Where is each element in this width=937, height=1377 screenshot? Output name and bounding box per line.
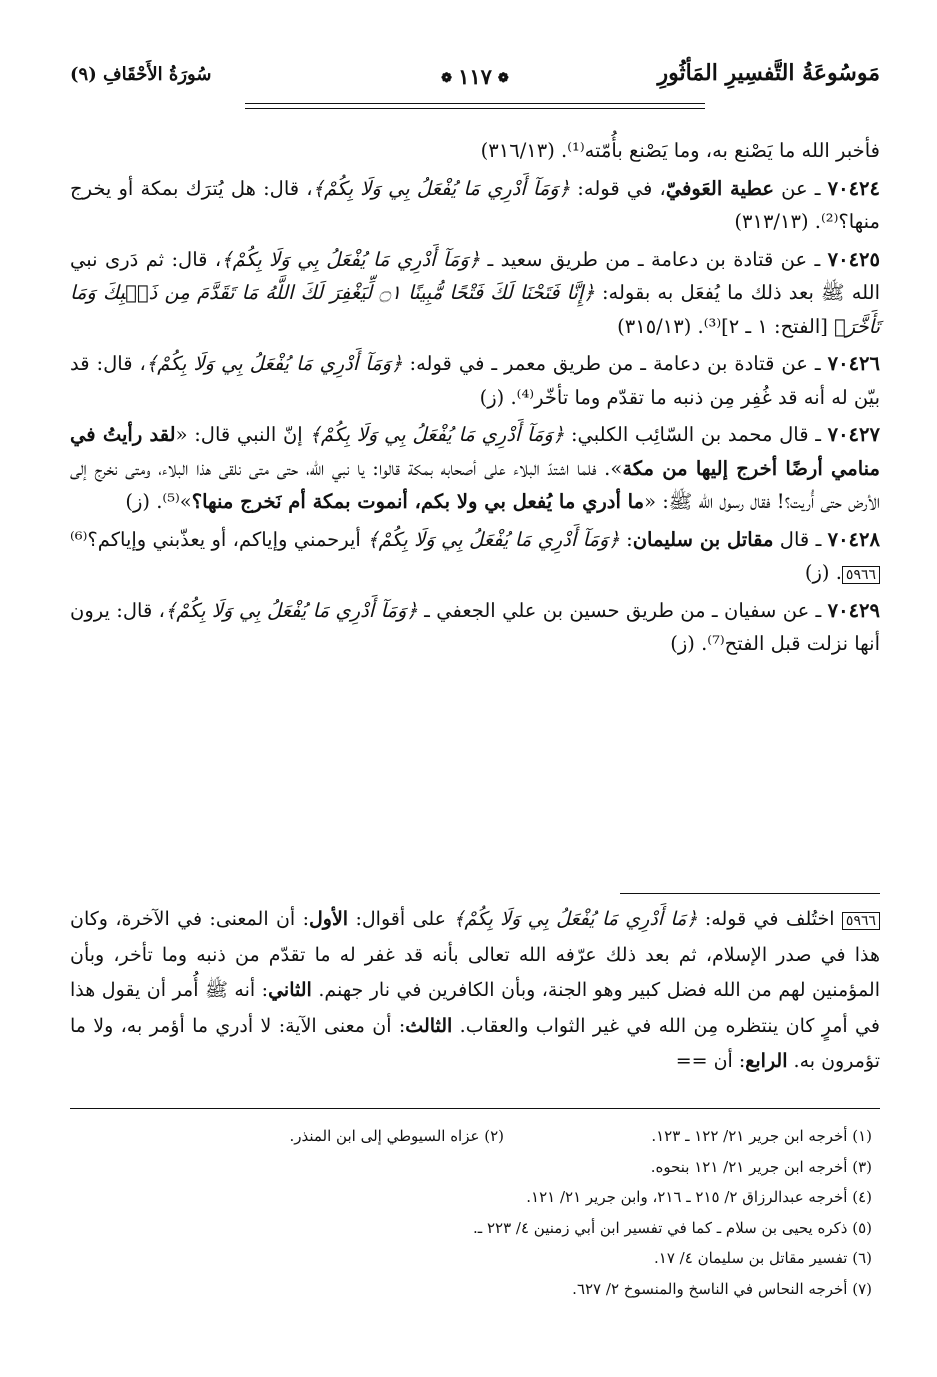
footnote-7: (٧) أخرجه النحاس في الناسخ والمنسوخ ٢/ ٦٢٧. — [572, 1279, 872, 1298]
opinion-label: الرابع — [745, 1050, 788, 1072]
quran-verse: ﴿وَمَآ أَدْرِي مَا يُفْعَلُ بِي وَلَا بِكُمْ﴾ — [312, 176, 571, 200]
entry-number: ٧٠٤٢٥ — [827, 247, 881, 271]
footnote-row — [70, 1213, 880, 1244]
opinion-label: الأول — [308, 908, 349, 930]
footnote-2: (٢) عزاه السيوطي إلى ابن المنذر. — [289, 1127, 504, 1145]
narrator-name: عطية العَوفيّ — [665, 176, 774, 200]
footnote-row — [70, 1121, 880, 1152]
opinion-label: الثالث — [405, 1014, 453, 1037]
entry-number: ٧٠٤٢٩ — [827, 598, 881, 622]
page-header — [70, 58, 880, 102]
main-text — [70, 134, 880, 665]
quran-verse: ﴿وَمَآ أَدْرِي مَا يُفْعَلُ بِي وَلَا بِكُمْ﴾ — [221, 247, 481, 271]
commentary-note: ٥٩٦٦ اختُلف في قوله: ﴿مَا أَدْرِي مَا يُفْعَلُ بِي وَلَا بِكُمْ﴾ على أقوال: الأول: أن المعنى: في الآخرة، وكان هذا في صدر الإسلام، ثم بعد ذلك عرّفه الله تعالى بأنه قد غفر له ما تقدّم من ذنبه وما تأخر، وبأن المؤمنين لهم من الله فضل كبير وهو الجنة، وبأن الكافرين في نار جهنم. الثاني: أنه ﷺ أُمر أن يقول هذا في أمرٍ كان ينتظره مِن الله في غير الثواب والعقاب. الثالث: أن معنى الآية: لا أدري ما أؤمر به، ولا ما تؤمرون به. الرابع: أن == — [70, 908, 881, 1072]
entry-70425: ٧٠٤٢٥ ـ عن قتادة بن دعامة ـ من طريق سعيد ـ ﴿وَمَآ أَدْرِي مَا يُفْعَلُ بِي وَلَا بِكُمْ﴾، قال: ثم دَرى نبي الله ﷺ بعد ذلك ما يُفعَل به بقوله: ﴿إِنَّا فَتَحْنَا لَكَ فَتْحًا مُّبِينًا ۝١ لِّيَغْفِرَ لَكَ اللَّهُ مَا تَقَدَّمَ مِن ذَنۢبِكَ وَمَا تَأَخَّرَ﴾ [الفتح: ١ ـ ٢]⁽³⁾. (٣١٥/١٣) — [70, 247, 881, 338]
footnote-4: (٤) أخرجه عبدالرزاق ٢/ ٢١٥ ـ ٢١٦، وابن جرير ٢١/ ١٢١. — [526, 1188, 872, 1206]
footnote-row — [70, 1274, 880, 1305]
entry-number: ٧٠٤٢٤ — [827, 176, 880, 200]
page-number: ❁ ١١٧ ❁ — [415, 64, 535, 89]
quran-verse: ﴿إِنَّا فَتَحْنَا لَكَ فَتْحًا مُّبِينًا ۝١ لِّيَغْفِرَ لَكَ اللَّهُ مَا تَقَدَّمَ مِن ذَنۢبِكَ وَمَا تَأَخَّرَ﴾ — [70, 281, 880, 338]
entry-70429: ٧٠٤٢٩ ـ عن سفيان ـ من طريق حسين بن علي الجعفي ـ ﴿وَمَآ أَدْرِي مَا يُفْعَلُ بِي وَلَا بِكُمْ﴾، قال: يرون أنها نزلت قبل الفتح⁽⁷⁾. (ز) — [70, 598, 881, 655]
footnotes — [70, 1121, 880, 1304]
note-reference-box[interactable]: ٥٩٦٦ — [842, 566, 880, 584]
entry-continuation: فأخبر الله ما يَصْنع به، وما يَصْنع بأُمّته⁽¹⁾. (٣١٦/١٣) — [480, 139, 880, 162]
quran-verse: ﴿وَمَآ أَدْرِي مَا يُفْعَلُ بِي وَلَا بِكُمْ﴾ — [367, 527, 620, 551]
entry-number: ٧٠٤٢٨ — [827, 527, 880, 551]
footnote-5: (٥) ذكره يحيى بن سلام ـ كما في تفسير ابن أبي زمنين ٤/ ٢٢٣ ـ. — [473, 1218, 872, 1237]
note-reference-box: ٥٩٦٦ — [842, 912, 880, 930]
opinion-label: الثاني — [268, 979, 312, 1001]
hadith-text: ما أدري ما يُفعل بي ولا بكم، أنموت بمكة أم نَخرج منها؟ — [191, 490, 645, 513]
footnote-3: (٣) أخرجه ابن جرير ٢١/ ١٢١ بنحوه. — [650, 1157, 872, 1176]
entry-70424: ٧٠٤٢٤ ـ عن عطية العَوفيّ، في قوله: ﴿وَمَآ أَدْرِي مَا يُفْعَلُ بِي وَلَا بِكُمْ﴾، قال: هل يُترَك بمكة أو يخرج منها؟⁽²⁾. (٣١٣/١٣) — [70, 176, 880, 233]
header-rule — [245, 103, 705, 109]
surah-title: سُورَةُ الأَحْقَافِ (٩) — [70, 64, 212, 85]
book-title: مَوسُوعَةُ التَّفسِيرِ المَأثُورِ — [657, 60, 880, 86]
note-separator — [620, 893, 880, 894]
footnote-row — [70, 1243, 880, 1274]
entry-number: ٧٠٤٢٦ — [827, 352, 880, 375]
hadith-text: لقد رأيتُ في منامي أرضًا أخرج إليها من مكة — [70, 423, 880, 480]
quran-verse: ﴿وَمَآ أَدْرِي مَا يُفْعَلُ بِي وَلَا بِكُمْ﴾ — [309, 423, 565, 446]
document-page — [70, 0, 880, 1377]
footnote-6: (٦) تفسير مقاتل بن سليمان ٤/ ١٧. — [654, 1249, 872, 1267]
entry-number: ٧٠٤٢٧ — [827, 423, 880, 446]
quran-verse: ﴿وَمَآ أَدْرِي مَا يُفْعَلُ بِي وَلَا بِكُمْ﴾ — [164, 598, 418, 622]
footnote-row — [70, 1152, 880, 1183]
entry-70426: ٧٠٤٢٦ ـ عن قتادة بن دعامة ـ من طريق معمر ـ في قوله: ﴿وَمَآ أَدْرِي مَا يُفْعَلُ بِي وَلَا بِكُمْ﴾، قال: قد بيّن له أنه قد غُفِر مِن ذنبه ما تقدّم وما تأخّر⁽⁴⁾. (ز) — [70, 352, 880, 409]
quran-verse: ﴿مَا أَدْرِي مَا يُفْعَلُ بِي وَلَا بِكُمْ﴾ — [453, 908, 698, 930]
quran-verse: ﴿وَمَآ أَدْرِي مَا يُفْعَلُ بِي وَلَا بِكُمْ﴾ — [145, 352, 403, 375]
footnote-row — [70, 1182, 880, 1213]
footnotes-separator — [70, 1108, 880, 1109]
entry-70428: ٧٠٤٢٨ ـ قال مقاتل بن سليمان: ﴿وَمَآ أَدْرِي مَا يُفْعَلُ بِي وَلَا بِكُمْ﴾ أيرحمني وإياكم، أو يعذّبني وإياكم؟⁽⁶⁾٥٩٦٦. (ز) — [70, 527, 880, 584]
entry-70427: ٧٠٤٢٧ ـ قال محمد بن السّائِب الكلبي: ﴿وَمَآ أَدْرِي مَا يُفْعَلُ بِي وَلَا بِكُمْ﴾ إنّ النبي قال: «لقد رأيتُ في منامي أرضًا أخرج إليها من مكة». فلما اشتدّ البلاء على أصحابه بمكة قالوا: يا نبي الله، حتى متى نلقى هذا البلاء، ومتى نخرج إلى الأرض حتى أُريت؟! فقال رسول الله ﷺ: «ما أدري ما يُفعل بي ولا بكم، أنموت بمكة أم نَخرج منها؟»⁽⁵⁾. (ز) — [70, 423, 880, 513]
footnote-1: (١) أخرجه ابن جرير ٢١/ ١٢٢ ـ ١٢٣. — [651, 1127, 872, 1145]
narrator-name: مقاتل بن سليمان — [632, 527, 774, 551]
